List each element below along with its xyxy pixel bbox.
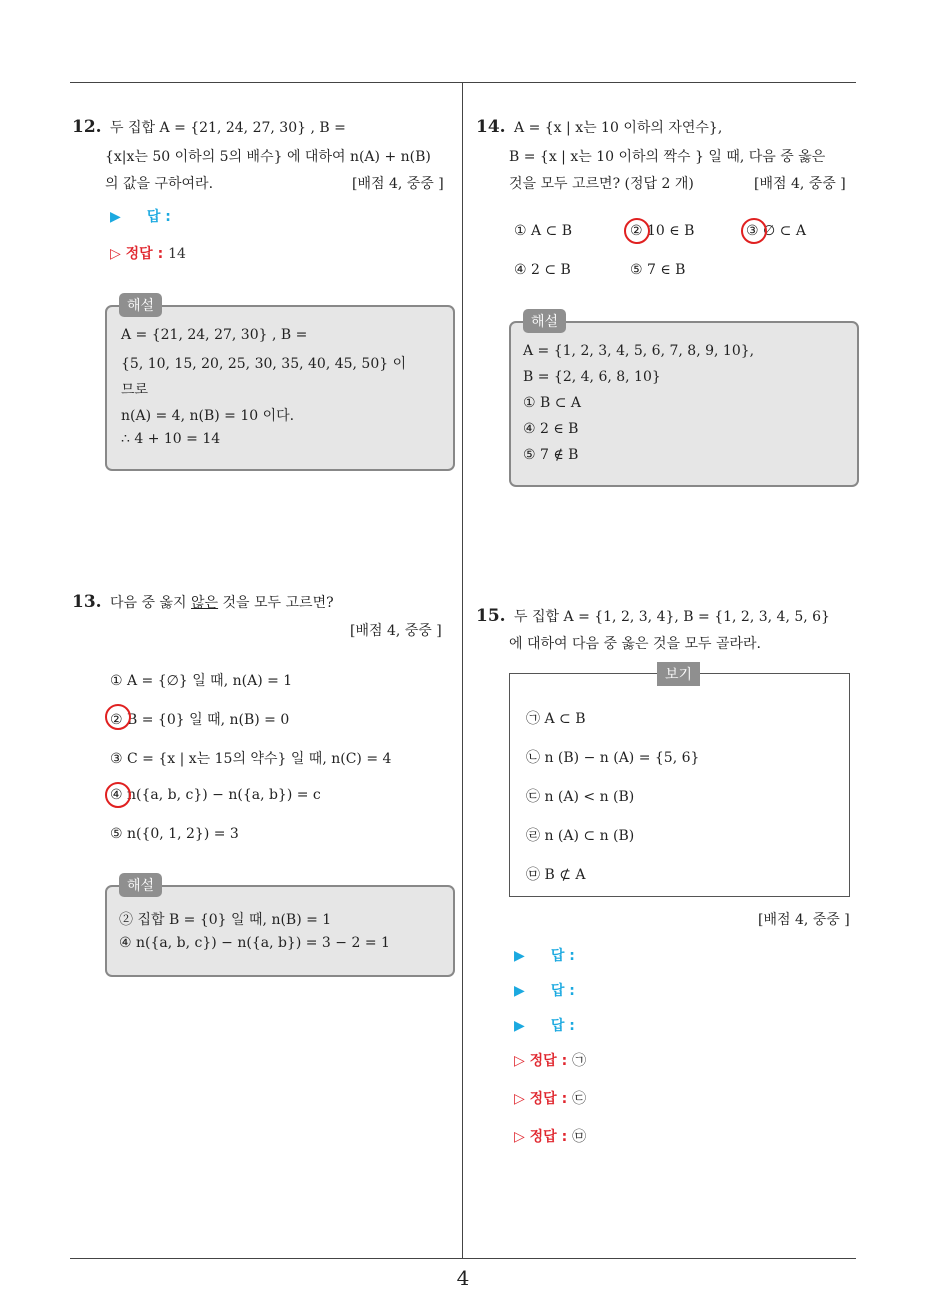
- correct-label: 정답 :: [529, 1091, 568, 1107]
- question-text: 것을 모두 고르면? (정답 2 개): [509, 176, 694, 192]
- bogi-box: [509, 673, 850, 897]
- bogi-item: ㉤ B ⊄ A: [526, 867, 586, 883]
- option-5[interactable]: ⑤ 7 ∈ B: [630, 262, 686, 278]
- question-text: A = {x | x는 10 이하의 자연수},: [514, 120, 723, 136]
- explanation-line: ⑤ 7 ∉ B: [523, 447, 579, 463]
- question-number: 12.: [72, 117, 102, 137]
- option-2[interactable]: ② 10 ∈ B: [630, 223, 695, 239]
- bogi-item: ㉡ n (B) − n (A) = {5, 6}: [526, 750, 700, 766]
- correct-label: 정답 :: [125, 246, 164, 262]
- grade-label: [배점 4, 중중 ]: [352, 176, 444, 192]
- question-text: 다음 중 옳지: [110, 595, 192, 611]
- explanation-line: {5, 10, 15, 20, 25, 30, 35, 40, 45, 50} 이: [121, 356, 407, 372]
- selected-circle-mark: [105, 782, 131, 808]
- question-text: {x|x는 50 이하의 5의 배수} 에 대하여 n(A) + n(B): [105, 149, 431, 165]
- page-number: 4: [456, 1266, 470, 1290]
- correct-value: 14: [168, 246, 186, 262]
- explanation-line: ② 집합 B = {0} 일 때, n(B) = 1: [119, 912, 332, 928]
- explanation-line: B = {2, 4, 6, 8, 10}: [523, 369, 661, 385]
- option-3[interactable]: ③ C = {x | x는 15의 약수} 일 때, n(C) = 4: [110, 751, 392, 767]
- column-divider: [462, 82, 463, 1258]
- bogi-item: ㉢ n (A) < n (B): [526, 789, 635, 805]
- outline-triangle-icon: ▷: [110, 246, 121, 262]
- bogi-tab: 보기: [657, 662, 700, 686]
- correct-value: ㉤: [572, 1129, 587, 1145]
- correct-label: 정답 :: [529, 1053, 568, 1069]
- question-text: 두 집합 A = {21, 24, 27, 30} , B =: [110, 120, 346, 136]
- underlined-word: 않은: [191, 595, 219, 611]
- outline-triangle-icon: ▷: [514, 1091, 525, 1107]
- explanation-box: [105, 305, 455, 471]
- play-triangle-icon: ▶: [110, 209, 121, 225]
- explanation-tab: 해설: [119, 873, 162, 897]
- explanation-line: A = {1, 2, 3, 4, 5, 6, 7, 8, 9, 10},: [523, 343, 755, 359]
- correct-label: 정답 :: [529, 1129, 568, 1145]
- answer-label: 답 :: [550, 948, 575, 964]
- correct-answer-row: [514, 1126, 586, 1146]
- answer-label: 답 :: [550, 1018, 575, 1034]
- question-text: 두 집합 A = {1, 2, 3, 4}, B = {1, 2, 3, 4, 5, 6}: [514, 609, 830, 625]
- bogi-item: ㉣ n (A) ⊂ n (B): [526, 828, 635, 844]
- explanation-line: A = {21, 24, 27, 30} , B =: [121, 327, 308, 343]
- option-2[interactable]: ② B = {0} 일 때, n(B) = 0: [110, 712, 290, 728]
- question-number: 14.: [476, 117, 506, 137]
- explanation-line: 므로: [121, 382, 149, 398]
- explanation-line: ④ n({a, b, c}) − n({a, b}) = 3 − 2 = 1: [119, 935, 390, 951]
- question-text: 에 대하여 다음 중 옳은 것을 모두 골라라.: [509, 636, 761, 652]
- bottom-rule: [70, 1258, 856, 1259]
- bogi-item: ㉠ A ⊂ B: [526, 711, 586, 727]
- grade-label: [배점 4, 중중 ]: [754, 176, 846, 192]
- option-4[interactable]: ④ 2 ⊂ B: [514, 262, 571, 278]
- option-4[interactable]: ④ n({a, b, c}) − n({a, b}) = c: [110, 787, 321, 803]
- selected-circle-mark: [624, 218, 650, 244]
- option-1[interactable]: ① A = {∅} 일 때, n(A) = 1: [110, 673, 293, 689]
- explanation-line: n(A) = 4, n(B) = 10 이다.: [121, 408, 295, 424]
- top-rule: [70, 82, 856, 83]
- answer-row[interactable]: [110, 206, 171, 226]
- correct-value: ㉠: [572, 1053, 587, 1069]
- option-1[interactable]: ① A ⊂ B: [514, 223, 573, 239]
- outline-triangle-icon: ▷: [514, 1053, 525, 1069]
- correct-value: ㉢: [572, 1091, 587, 1107]
- grade-label: [배점 4, 중중 ]: [350, 623, 442, 639]
- answer-label: 답 :: [146, 209, 171, 225]
- selected-circle-mark: [105, 704, 131, 730]
- question-number: 15.: [476, 606, 506, 626]
- play-triangle-icon: ▶: [514, 1018, 525, 1034]
- play-triangle-icon: ▶: [514, 983, 525, 999]
- explanation-line: ④ 2 ∈ B: [523, 421, 579, 437]
- explanation-tab: 해설: [523, 309, 566, 333]
- question-text: 의 값을 구하여라.: [105, 176, 214, 192]
- explanation-line: ∴ 4 + 10 = 14: [121, 431, 221, 447]
- correct-answer-row: [110, 243, 186, 263]
- question-text: 것을 모두 고르면?: [218, 595, 334, 611]
- explanation-box: [105, 885, 455, 977]
- grade-label: [배점 4, 중중 ]: [758, 912, 850, 928]
- option-3[interactable]: ③ ∅ ⊂ A: [746, 223, 806, 239]
- answer-row[interactable]: [514, 945, 575, 965]
- correct-answer-row: [514, 1050, 586, 1070]
- play-triangle-icon: ▶: [514, 948, 525, 964]
- question-number: 13.: [72, 592, 102, 612]
- question-text: B = {x | x는 10 이하의 짝수 } 일 때, 다음 중 옳은: [509, 149, 826, 165]
- outline-triangle-icon: ▷: [514, 1129, 525, 1145]
- answer-row[interactable]: [514, 1015, 575, 1035]
- explanation-tab: 해설: [119, 293, 162, 317]
- explanation-box: [509, 321, 859, 487]
- correct-answer-row: [514, 1088, 586, 1108]
- explanation-line: ① B ⊂ A: [523, 395, 582, 411]
- answer-row[interactable]: [514, 980, 575, 1000]
- answer-label: 답 :: [550, 983, 575, 999]
- option-5[interactable]: ⑤ n({0, 1, 2}) = 3: [110, 826, 239, 842]
- selected-circle-mark: [741, 218, 767, 244]
